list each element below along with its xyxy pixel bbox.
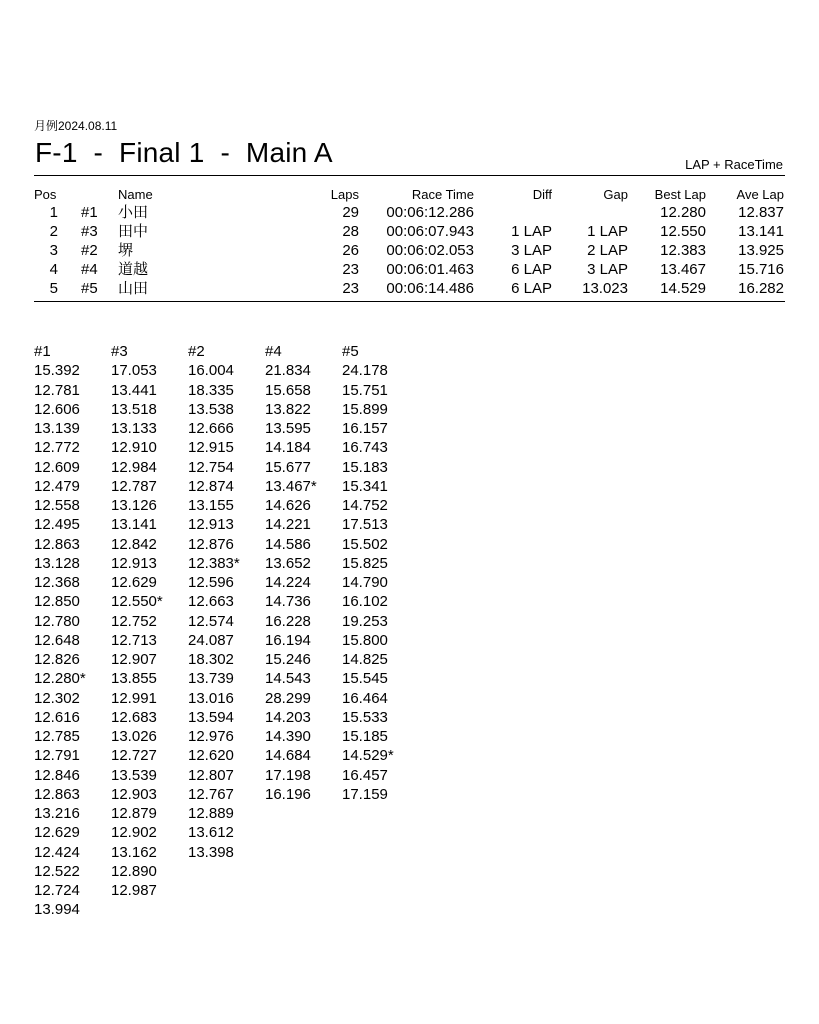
- lap-time: 12.609: [34, 458, 80, 476]
- report-mode: LAP + RaceTime: [685, 157, 783, 172]
- result-race-time: 00:06:12.286: [386, 204, 474, 221]
- result-row: [0, 222, 819, 241]
- result-laps: 26: [342, 242, 359, 259]
- lap-time: 12.987: [111, 882, 157, 899]
- lap-time: 13.594: [188, 708, 234, 726]
- lap-time: 15.246: [265, 651, 311, 668]
- result-ave-lap: 15.716: [738, 261, 784, 278]
- lap-time: 15.658: [265, 381, 311, 399]
- lap-time: 12.522: [34, 862, 80, 880]
- lap-time: 15.341: [342, 477, 388, 495]
- lap-time: 12.781: [34, 381, 80, 399]
- lap-time: 13.162: [111, 843, 157, 861]
- result-race-time: 00:06:07.943: [386, 223, 474, 240]
- lap-time: 12.558: [34, 497, 80, 514]
- result-ave-lap: 12.837: [738, 204, 784, 221]
- lap-time: 15.751: [342, 381, 388, 399]
- lap-time: 12.302: [34, 689, 80, 707]
- lap-time: 12.991: [111, 689, 157, 707]
- lap-time: 14.224: [265, 574, 311, 591]
- event-date: 月例2024.08.11: [34, 119, 118, 133]
- lap-time: 12.424: [34, 843, 80, 861]
- lap-time: 12.879: [111, 805, 157, 822]
- lap-time: 14.543: [265, 670, 311, 688]
- result-best-lap: 13.467: [660, 261, 706, 278]
- col-name: Name: [118, 187, 153, 202]
- lap-time: 13.518: [111, 400, 157, 418]
- lap-time: 16.157: [342, 420, 388, 437]
- result-best-lap: 12.280: [660, 204, 706, 221]
- col-race-time: Race Time: [411, 187, 474, 202]
- lap-time: 14.626: [265, 497, 311, 514]
- lap-time: 12.842: [111, 535, 157, 553]
- lap-time: 14.529*: [342, 747, 394, 765]
- result-laps: 23: [342, 261, 359, 278]
- lap-time: 12.620: [188, 747, 234, 765]
- lap-time: 12.863: [34, 785, 80, 803]
- lap-time: 17.198: [265, 766, 311, 784]
- lap-time: 12.791: [34, 747, 80, 765]
- lap-time: 12.767: [188, 785, 234, 803]
- lap-time: 17.513: [342, 516, 388, 534]
- result-kart-no: #2: [81, 242, 98, 259]
- lap-column: [188, 342, 240, 862]
- lap-time: 12.616: [34, 708, 80, 726]
- results-table: [0, 186, 819, 298]
- result-diff: 6 LAP: [511, 280, 552, 297]
- result-pos: 1: [49, 204, 58, 221]
- lap-time: 17.053: [111, 362, 157, 380]
- result-ave-lap: 16.282: [738, 280, 784, 297]
- lap-time: 12.984: [111, 458, 157, 476]
- result-laps: 23: [342, 280, 359, 297]
- lap-time: 12.663: [188, 593, 234, 611]
- lap-time: 12.596: [188, 574, 234, 591]
- lap-time: 18.335: [188, 381, 234, 399]
- lap-time: 13.612: [188, 824, 234, 842]
- lap-time: 14.221: [265, 516, 311, 534]
- lap-time: 15.800: [342, 631, 388, 649]
- result-kart-no: #3: [81, 223, 98, 240]
- lap-time: 12.280*: [34, 670, 86, 688]
- result-diff: 1 LAP: [511, 223, 552, 240]
- lap-time: 15.185: [342, 728, 388, 745]
- lap-time: 12.752: [111, 612, 157, 630]
- result-diff: 3 LAP: [511, 242, 552, 259]
- lap-time: 16.004: [188, 362, 234, 380]
- lap-time: 13.216: [34, 805, 80, 822]
- lap-column-header: #4: [265, 343, 282, 360]
- lap-time: 15.677: [265, 458, 311, 476]
- lap-time: 12.785: [34, 728, 80, 745]
- lap-column: [34, 342, 86, 920]
- lap-time: 12.666: [188, 420, 234, 437]
- result-gap: 1 LAP: [587, 223, 628, 240]
- header-rule: [34, 175, 785, 176]
- result-pos: 3: [49, 242, 58, 259]
- lap-time: 14.736: [265, 593, 311, 611]
- lap-time: 14.790: [342, 574, 388, 591]
- lap-column-header: #1: [34, 343, 51, 360]
- lap-time: 14.825: [342, 651, 388, 668]
- lap-time: 12.550*: [111, 593, 163, 611]
- lap-time: 16.196: [265, 785, 311, 803]
- lap-time: 12.683: [111, 708, 157, 726]
- lap-time: 15.899: [342, 400, 388, 418]
- result-driver-name: 山田: [118, 280, 149, 297]
- result-gap: 2 LAP: [587, 242, 628, 259]
- lap-time: 13.994: [34, 901, 80, 919]
- result-pos: 5: [49, 280, 58, 297]
- lap-time: 14.684: [265, 747, 311, 765]
- lap-time: 12.574: [188, 612, 234, 630]
- result-row: [0, 279, 819, 298]
- lap-time: 16.457: [342, 766, 388, 784]
- result-ave-lap: 13.141: [738, 223, 784, 240]
- lap-time: 13.139: [34, 420, 80, 437]
- lap-time: 13.141: [111, 516, 157, 534]
- col-diff: Diff: [532, 187, 552, 202]
- col-best-lap: Best Lap: [654, 187, 706, 202]
- lap-time: 12.727: [111, 747, 157, 765]
- lap-time: 12.807: [188, 766, 234, 784]
- lap-time: 12.368: [34, 574, 80, 591]
- lap-time: 12.850: [34, 593, 80, 611]
- lap-time: 13.155: [188, 497, 234, 514]
- result-best-lap: 12.550: [660, 223, 706, 240]
- lap-time: 15.533: [342, 708, 388, 726]
- lap-time: 15.825: [342, 554, 388, 572]
- lap-time: 12.606: [34, 400, 80, 418]
- lap-time: 13.538: [188, 400, 234, 418]
- lap-time: 13.398: [188, 843, 234, 861]
- lap-column: [342, 342, 394, 804]
- result-kart-no: #5: [81, 280, 98, 297]
- lap-time: 12.907: [111, 651, 157, 668]
- lap-time: 13.133: [111, 420, 157, 437]
- result-laps: 28: [342, 223, 359, 240]
- lap-time: 14.586: [265, 535, 311, 553]
- col-gap: Gap: [603, 187, 628, 202]
- lap-time: 12.724: [34, 882, 80, 899]
- lap-time: 12.915: [188, 439, 234, 457]
- result-gap: 13.023: [582, 280, 628, 297]
- lap-time: 15.502: [342, 535, 388, 553]
- lap-time: 18.302: [188, 651, 234, 668]
- lap-time: 14.752: [342, 497, 388, 514]
- lap-time: 13.855: [111, 670, 157, 688]
- result-pos: 2: [49, 223, 58, 240]
- lap-time: 15.545: [342, 670, 388, 688]
- col-pos: Pos: [34, 187, 57, 202]
- result-best-lap: 14.529: [660, 280, 706, 297]
- lap-time: 12.713: [111, 631, 157, 649]
- lap-time: 14.203: [265, 708, 311, 726]
- lap-time: 14.390: [265, 728, 311, 745]
- lap-time: 15.392: [34, 362, 80, 380]
- col-ave-lap: Ave Lap: [736, 187, 784, 202]
- lap-column: [265, 342, 317, 804]
- lap-time: 12.787: [111, 477, 157, 495]
- lap-time: 12.863: [34, 535, 80, 553]
- lap-time: 12.479: [34, 477, 80, 495]
- lap-time: 17.159: [342, 785, 388, 803]
- lap-time: 16.102: [342, 593, 388, 611]
- lap-time: 12.495: [34, 516, 80, 534]
- result-best-lap: 12.383: [660, 242, 706, 259]
- lap-time: 13.126: [111, 497, 157, 514]
- lap-time: 13.739: [188, 670, 234, 688]
- lap-column: [111, 342, 163, 900]
- lap-time: 28.299: [265, 689, 311, 707]
- lap-time: 15.183: [342, 458, 388, 476]
- lap-time: 12.772: [34, 439, 80, 457]
- lap-time: 13.016: [188, 689, 234, 707]
- lap-time: 12.874: [188, 477, 234, 495]
- col-laps: Laps: [330, 187, 359, 202]
- result-kart-no: #1: [81, 204, 98, 221]
- race-title: F-1 - Final 1 - Main A: [35, 137, 333, 168]
- result-pos: 4: [49, 261, 58, 278]
- lap-time: 12.629: [34, 824, 80, 842]
- lap-time: 12.383*: [188, 554, 240, 572]
- lap-time: 12.846: [34, 766, 80, 784]
- lap-column-header: #2: [188, 343, 205, 360]
- lap-time: 21.834: [265, 362, 311, 380]
- lap-time: 19.253: [342, 612, 388, 630]
- lap-time: 16.743: [342, 439, 388, 457]
- lap-time: 12.629: [111, 574, 157, 591]
- result-row: [0, 203, 819, 222]
- result-gap: 3 LAP: [587, 261, 628, 278]
- result-driver-name: 堺: [118, 242, 134, 259]
- lap-time: 16.228: [265, 612, 311, 630]
- lap-time: 13.652: [265, 554, 311, 572]
- lap-time: 12.889: [188, 805, 234, 822]
- lap-time: 12.648: [34, 631, 80, 649]
- lap-time: 12.890: [111, 862, 157, 880]
- lap-time: 16.194: [265, 631, 311, 649]
- lap-time: 13.539: [111, 766, 157, 784]
- lap-time: 12.910: [111, 439, 157, 457]
- result-race-time: 00:06:02.053: [386, 242, 474, 259]
- table-bottom-rule: [34, 301, 785, 302]
- lap-time: 13.822: [265, 400, 311, 418]
- lap-time: 12.913: [111, 554, 157, 572]
- result-row: [0, 241, 819, 260]
- result-diff: 6 LAP: [511, 261, 552, 278]
- result-row: [0, 260, 819, 279]
- lap-time: 12.913: [188, 516, 234, 534]
- lap-time: 16.464: [342, 689, 388, 707]
- lap-time: 13.128: [34, 554, 80, 572]
- result-driver-name: 小田: [118, 204, 149, 221]
- lap-time: 13.467*: [265, 477, 317, 495]
- lap-time: 12.780: [34, 612, 80, 630]
- result-driver-name: 田中: [118, 223, 149, 240]
- lap-time: 12.826: [34, 651, 80, 668]
- lap-time: 24.178: [342, 362, 388, 380]
- lap-time: 12.903: [111, 785, 157, 803]
- lap-time: 13.026: [111, 728, 157, 745]
- lap-time: 12.754: [188, 458, 234, 476]
- lap-time: 13.595: [265, 420, 311, 437]
- lap-time: 13.441: [111, 381, 157, 399]
- lap-time: 14.184: [265, 439, 311, 457]
- lap-column-header: #3: [111, 343, 128, 360]
- result-laps: 29: [342, 204, 359, 221]
- lap-time: 12.976: [188, 728, 234, 745]
- result-race-time: 00:06:14.486: [386, 280, 474, 297]
- result-driver-name: 道越: [118, 261, 149, 278]
- lap-time: 12.902: [111, 824, 157, 842]
- result-race-time: 00:06:01.463: [386, 261, 474, 278]
- lap-time: 12.876: [188, 535, 234, 553]
- results-header-row: [0, 186, 819, 203]
- result-ave-lap: 13.925: [738, 242, 784, 259]
- result-kart-no: #4: [81, 261, 98, 278]
- lap-column-header: #5: [342, 343, 359, 360]
- lap-time: 24.087: [188, 631, 234, 649]
